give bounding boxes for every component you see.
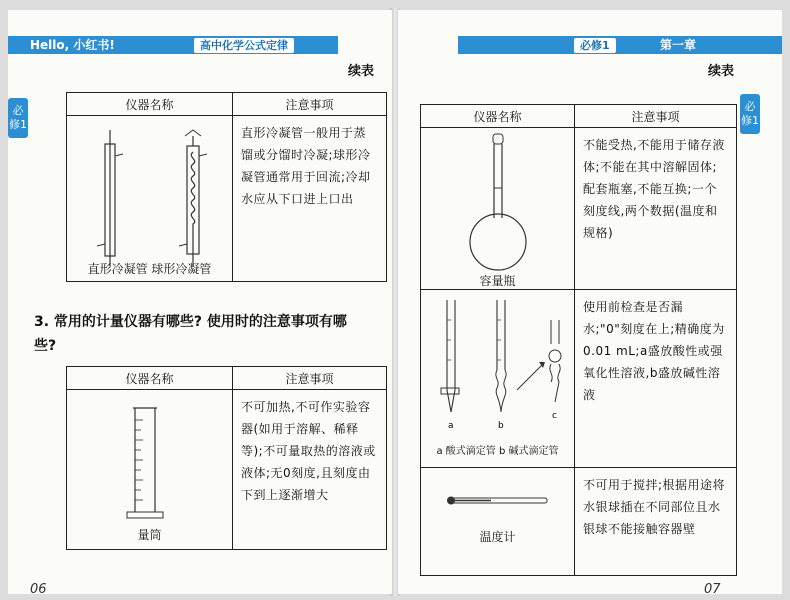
flask-image-cell [421, 128, 575, 290]
header-band [458, 36, 782, 54]
header-title: 高中化学公式定律 [194, 38, 294, 53]
cylinder-image-cell [67, 390, 233, 550]
burette-caption: a 酸式滴定管 b 碱式滴定管 [436, 446, 559, 457]
side-tab: 必修1 [8, 98, 28, 138]
burette-image-cell [421, 290, 575, 468]
flask-notes: 不能受热,不能用于储存液体;不能在其中溶解固体;配套瓶塞,不能互换;一个刻度线,两个数据(温度和规格) [575, 128, 737, 290]
flask-caption: 容量瓶 [479, 274, 516, 288]
condenser-notes: 直形冷凝管一般用于蒸馏或分馏时冷凝;球形冷凝管通常用于回流;冷却水应从下口进上口出 [233, 116, 387, 282]
burette-label-a: a [448, 421, 454, 431]
col-header-name: 仪器名称 [421, 105, 575, 128]
cylinder-notes: 不可加热,不可作实验容器(如用于溶解、稀释等);不可量取热的溶液或液体;无0刻度,且刻度由下到上逐渐增大 [233, 390, 387, 550]
thermometer-notes: 不可用于搅拌;根据用途将水银球插在不同部位且水银球不能接触容器壁 [575, 468, 737, 576]
thermometer-illustration [421, 468, 575, 576]
cylinder-caption: 量筒 [137, 528, 162, 542]
col-header-notes: 注意事项 [233, 367, 387, 390]
condenser-caption: 直形冷凝管 球形冷凝管 [87, 262, 212, 276]
col-header-notes: 注意事项 [575, 105, 737, 128]
right-page [398, 10, 782, 594]
thermometer-image-cell [421, 468, 575, 576]
header-brand: Hello, 小红书! [30, 38, 115, 52]
header-chapter: 第一章 [660, 38, 697, 52]
condenser-illustration [67, 116, 233, 282]
question-heading: 3. 常用的计量仪器有哪些? 使用时的注意事项有哪些? [34, 314, 347, 354]
left-page [8, 10, 392, 594]
col-header-name: 仪器名称 [67, 367, 233, 390]
side-tab: 必修1 [740, 94, 760, 134]
instrument-table [420, 104, 737, 576]
page-number: 07 [704, 582, 721, 594]
header-tag: 必修1 [574, 38, 616, 53]
col-header-notes: 注意事项 [233, 93, 387, 116]
condenser-image-cell [67, 116, 233, 282]
burette-notes: 使用前检查是否漏水;"0"刻度在上;精确度为0.01 mL;a盛放酸性或强氧化性溶液,b盛放碱性溶液 [575, 290, 737, 468]
continued-label: 续表 [708, 64, 735, 79]
thermometer-caption: 温度计 [479, 530, 516, 544]
continued-label: 续表 [348, 64, 375, 79]
page-number: 06 [30, 582, 47, 594]
burette-label-c: c [552, 411, 557, 421]
col-header-name: 仪器名称 [67, 93, 233, 116]
burette-label-b: b [498, 421, 504, 431]
condenser-table [66, 92, 387, 282]
cylinder-table [66, 366, 387, 550]
volumetric-flask-illustration [421, 128, 575, 290]
